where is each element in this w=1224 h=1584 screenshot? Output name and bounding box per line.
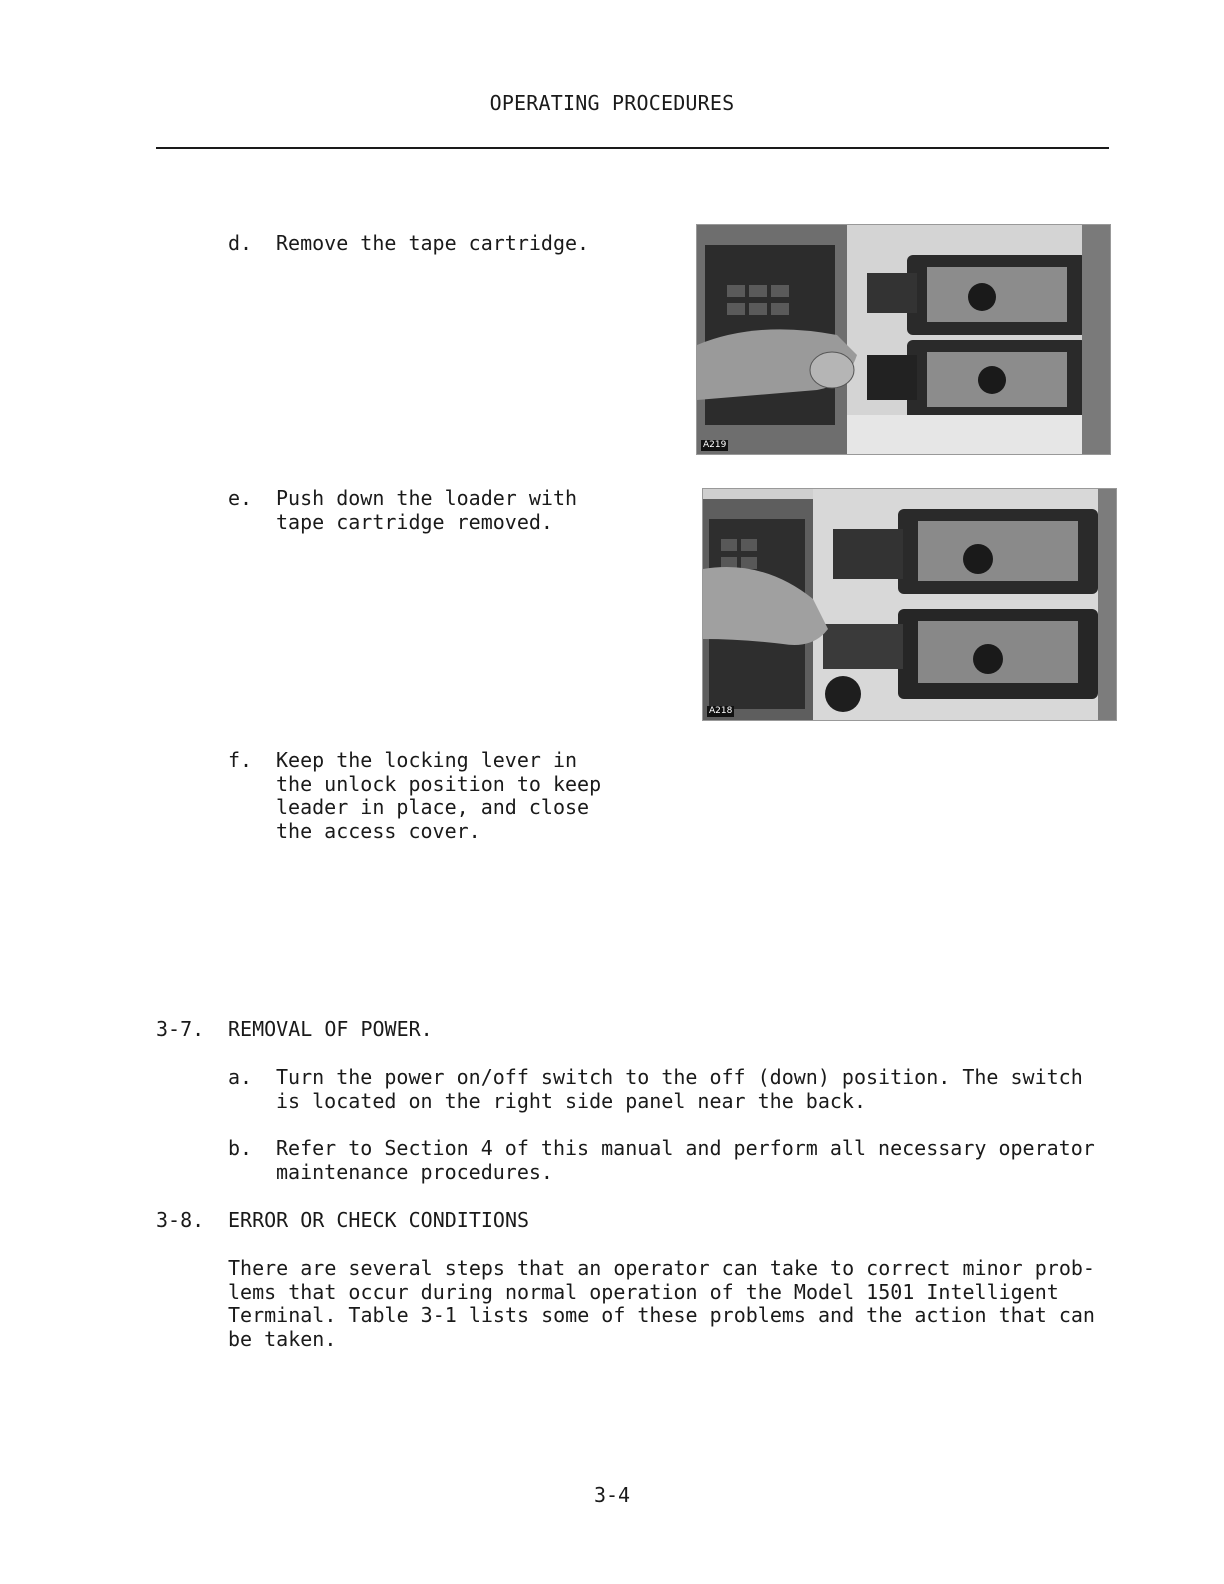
tape-cartridge-removal-photo [696, 224, 1111, 455]
section-3-7-title: REMOVAL OF POWER. [228, 1017, 433, 1041]
photo-label-a218: A218 [709, 706, 733, 716]
push-down-loader-photo [702, 488, 1117, 721]
section-3-7-number: 3-7. [156, 1017, 205, 1041]
section-3-7-item-b-text: Refer to Section 4 of this manual and perform all necessary operator maintenance procedures. [276, 1136, 1095, 1184]
page-number: 3-4 [593, 1483, 631, 1507]
section-3-8-paragraph: There are several steps that an operator can take to correct minor prob- lems that occur during normal operation of the Model 1501 Intelligent Terminal. Table 3-1 lists some of these problems and the action that can be taken. [228, 1256, 1095, 1351]
header-rule [156, 147, 1109, 149]
photo-illustration-1 [697, 225, 1110, 454]
section-3-8-title: ERROR OR CHECK CONDITIONS [228, 1208, 530, 1232]
page-header: OPERATING PROCEDURES [489, 91, 735, 115]
section-3-7-item-a-text: Turn the power on/off switch to the off (down) position. The switch is located on the right side panel near the back. [276, 1065, 1083, 1113]
step-f-text: Keep the locking lever in the unlock position to keep leader in place, and close the access cover. [276, 748, 602, 843]
section-3-7-item-a-letter: a. [228, 1065, 253, 1089]
step-f-letter: f. [228, 748, 253, 772]
section-3-7-item-b-letter: b. [228, 1136, 253, 1160]
photo-label-a219: A219 [703, 440, 727, 450]
step-d-letter: d. [228, 231, 253, 255]
step-e-letter: e. [228, 486, 253, 510]
step-e-text: Push down the loader with tape cartridge removed. [276, 486, 578, 534]
step-d-text: Remove the tape cartridge. [276, 231, 590, 255]
photo-illustration-2 [703, 489, 1116, 720]
section-3-8-number: 3-8. [156, 1208, 205, 1232]
